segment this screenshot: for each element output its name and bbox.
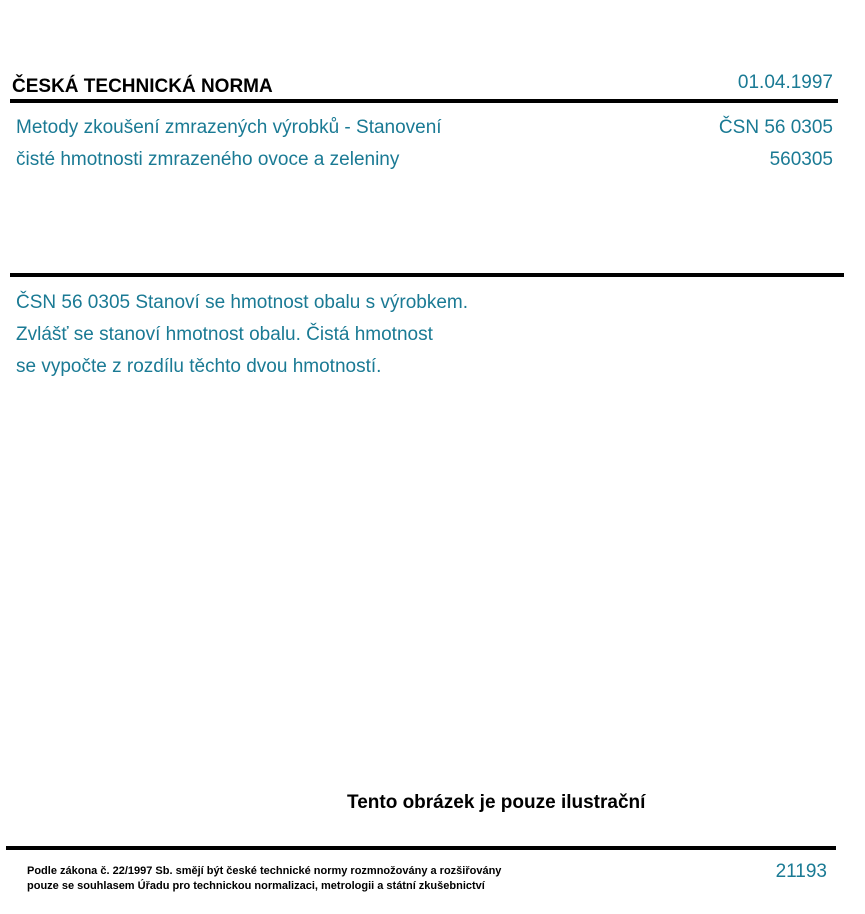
document-title-line-2: čisté hmotnosti zmrazeného ovoce a zeleniny — [16, 149, 400, 170]
section-divider — [10, 273, 844, 277]
standard-code: ČSN 56 0305 — [718, 117, 833, 138]
description-line-2: Zvlášť se stanoví hmotnost obalu. Čistá hmotnost — [16, 324, 433, 345]
document-type-heading: ČESKÁ TECHNICKÁ NORMA — [12, 76, 273, 97]
publication-date: 01.04.1997 — [737, 72, 833, 93]
header-divider — [10, 99, 838, 103]
footer-legal-line-1: Podle zákona č. 22/1997 Sb. smějí být české technické normy rozmnožovány a rozšiřovány — [27, 865, 502, 877]
footer-legal-notice — [27, 864, 501, 894]
document-title-line-1: Metody zkoušení zmrazených výrobků - Stanovení — [16, 117, 442, 138]
footer-divider — [6, 846, 836, 850]
illustration-notice: Tento obrázek je pouze ilustrační — [347, 792, 646, 813]
catalog-number: 560305 — [769, 149, 833, 170]
footer-number: 21193 — [775, 861, 827, 882]
description-line-1: ČSN 56 0305 Stanoví se hmotnost obalu s výrobkem. — [16, 292, 469, 313]
description-line-3: se vypočte z rozdílu těchto dvou hmotností. — [16, 356, 382, 377]
footer-legal-line-2: pouze se souhlasem Úřadu pro technickou normalizaci, metrologii a státní zkušebnictví — [27, 880, 485, 892]
